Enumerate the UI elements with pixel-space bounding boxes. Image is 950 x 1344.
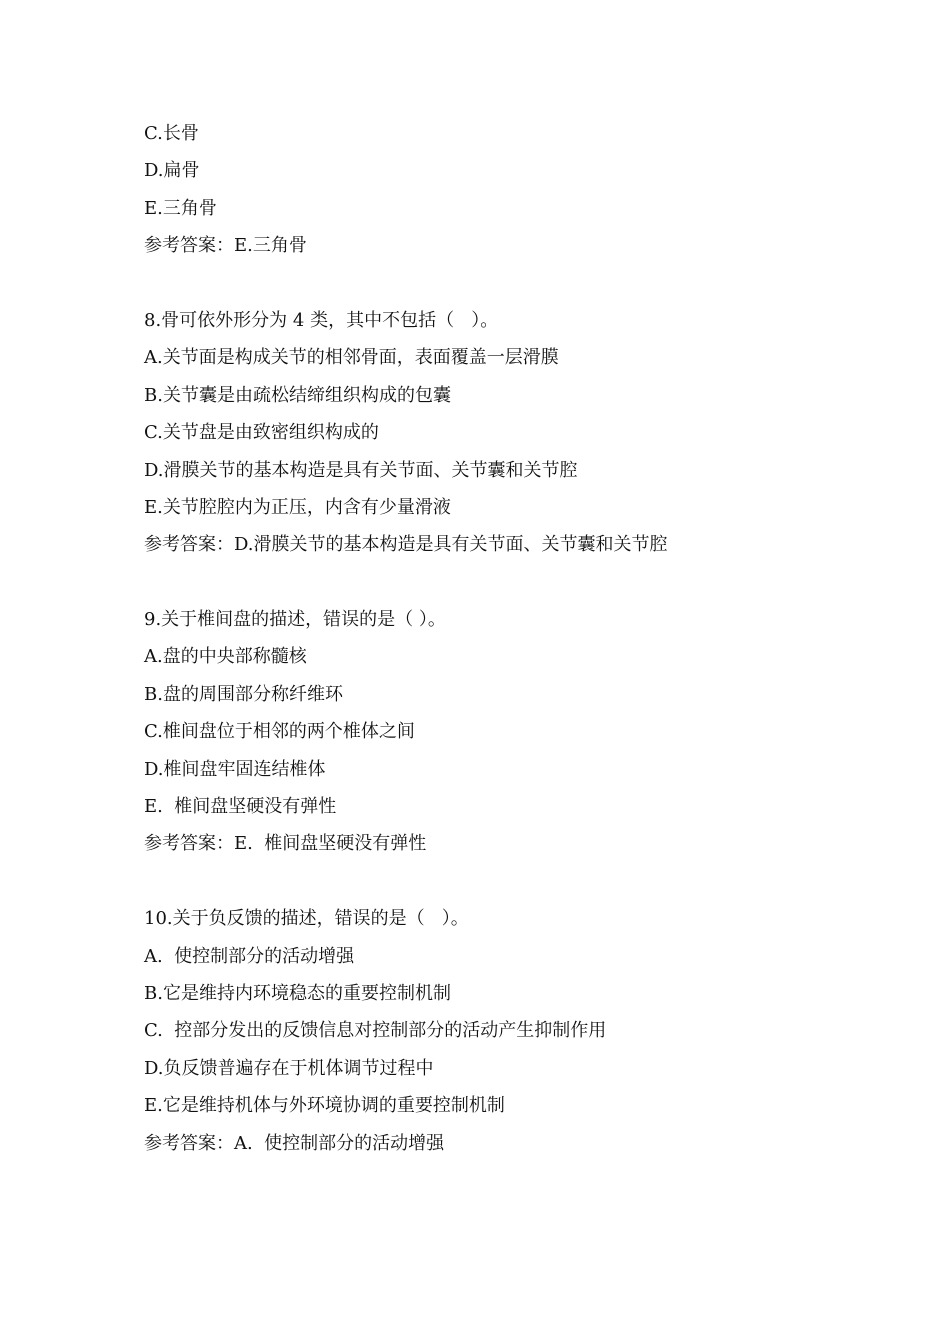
option-d: D.负反馈普遍存在于机体调节过程中 [144,1057,434,1079]
question-stem: 10.关于负反馈的描述，错误的是（ ）。 [144,908,469,930]
option-d: D.滑膜关节的基本构造是具有关节面、关节囊和关节腔 [144,459,578,481]
option-e: E.三角骨 [144,197,217,219]
option-c: C.椎间盘位于相邻的两个椎体之间 [144,721,415,743]
option-e: E.它是维持机体与外环境协调的重要控制机制 [144,1095,505,1117]
question-block-8 [144,302,864,564]
document-page [144,115,864,1162]
option-b: B.关节囊是由疏松结缔组织构成的包囊 [144,384,451,406]
question-stem: 8.骨可依外形分为 4 类，其中不包括（ ）。 [144,309,499,331]
option-b: B.盘的周围部分称纤维环 [144,683,343,705]
option-a: A. 使控制部分的活动增强 [144,945,355,967]
option-c: C. 控部分发出的反馈信息对控制部分的活动产生抑制作用 [144,1020,607,1042]
option-a: A.盘的中央部称髓核 [144,646,307,668]
option-c: C.关节盘是由致密组织构成的 [144,422,379,444]
spacer [144,265,864,302]
option-e: E.关节腔腔内为正压，内含有少量滑液 [144,496,451,518]
option-d: D.椎间盘牢固连结椎体 [144,758,326,780]
question-block-9 [144,601,864,863]
prev-question-block [144,115,864,265]
option-d: D.扁骨 [144,160,200,182]
answer-text: 参考答案：E. 椎间盘坚硬没有弹性 [144,833,427,855]
answer-text: 参考答案：A. 使控制部分的活动增强 [144,1132,445,1154]
option-e: E. 椎间盘坚硬没有弹性 [144,796,337,818]
spacer [144,564,864,601]
question-block-10 [144,900,864,1162]
spacer [144,863,864,900]
option-b: B.它是维持内环境稳态的重要控制机制 [144,982,451,1004]
option-c: C.长骨 [144,123,199,144]
question-stem: 9.关于椎间盘的描述，错误的是（ ）。 [144,609,446,631]
answer-text: 参考答案：E.三角骨 [144,235,307,257]
answer-text: 参考答案：D.滑膜关节的基本构造是具有关节面、关节囊和关节腔 [144,534,668,556]
option-a: A.关节面是构成关节的相邻骨面，表面覆盖一层滑膜 [144,347,559,369]
